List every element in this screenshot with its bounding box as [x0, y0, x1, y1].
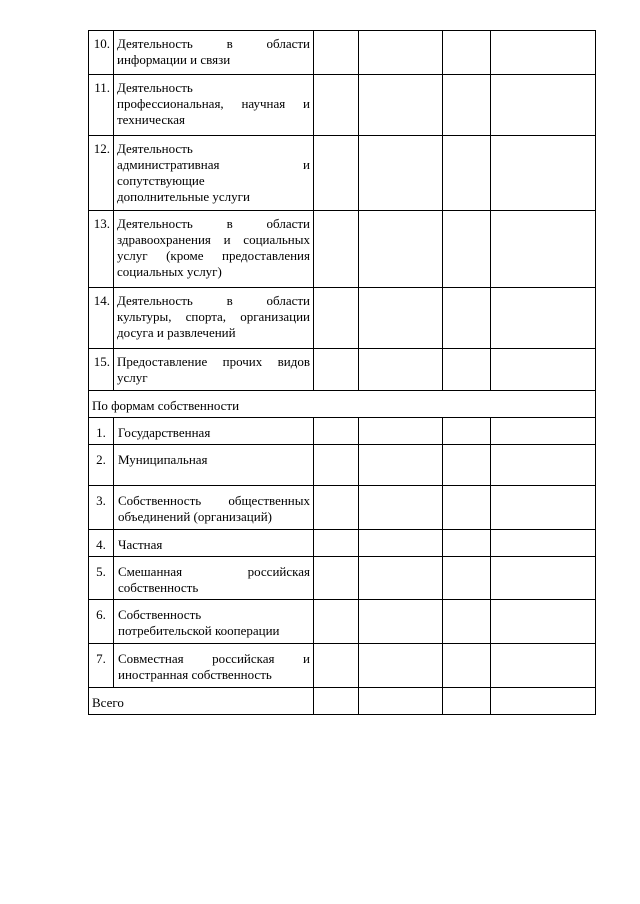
label-line: Частная	[118, 537, 163, 552]
table-cell	[359, 136, 443, 211]
row-label	[114, 530, 314, 557]
table-cell	[359, 75, 443, 136]
total-section	[89, 688, 596, 715]
label-line: культуры, спорта, организации	[117, 309, 310, 324]
row-label	[114, 557, 314, 600]
table-cell	[443, 418, 491, 445]
table-row	[89, 530, 596, 557]
table-cell	[491, 211, 596, 288]
table-cell	[314, 136, 359, 211]
table-cell	[359, 486, 443, 530]
row-label	[114, 418, 314, 445]
table-row	[89, 644, 596, 688]
table-row	[89, 486, 596, 530]
table-row	[89, 288, 596, 349]
table-cell	[359, 211, 443, 288]
label-line: Деятельность в области	[117, 293, 310, 308]
table-row	[89, 600, 596, 644]
table-cell	[314, 211, 359, 288]
table-cell	[443, 211, 491, 288]
row-label	[114, 75, 314, 136]
row-number: 7.	[89, 644, 114, 688]
table-cell	[443, 31, 491, 75]
table-cell	[314, 418, 359, 445]
row-number: 13.	[89, 211, 114, 288]
statistics-table	[88, 30, 596, 715]
row-number: 10.	[89, 31, 114, 75]
table-cell	[359, 349, 443, 391]
table-cell	[491, 600, 596, 644]
table-row	[89, 211, 596, 288]
row-number: 3.	[89, 486, 114, 530]
table-cell	[359, 418, 443, 445]
label-line: Муниципальная	[118, 452, 208, 467]
table-cell	[491, 688, 596, 715]
table-cell	[443, 136, 491, 211]
label-line: Смешанная российская	[118, 564, 310, 579]
table-cell	[443, 600, 491, 644]
table-cell	[443, 349, 491, 391]
table-cell	[359, 557, 443, 600]
table-cell	[314, 530, 359, 557]
section-heading: По формам собственности	[89, 391, 596, 418]
table-cell	[314, 688, 359, 715]
table-cell	[443, 644, 491, 688]
label-line: техническая	[117, 112, 185, 127]
table-cell	[491, 486, 596, 530]
label-line: Государственная	[118, 425, 211, 440]
label-line: Деятельность	[117, 141, 193, 156]
table-cell	[359, 600, 443, 644]
row-label	[114, 288, 314, 349]
table-cell	[443, 557, 491, 600]
table-cell	[491, 349, 596, 391]
row-number: 5.	[89, 557, 114, 600]
label-line: Собственность	[118, 607, 202, 622]
label-line: административная и	[117, 157, 310, 172]
table-cell	[491, 136, 596, 211]
table-cell	[314, 349, 359, 391]
label-line: социальных услуг)	[117, 264, 222, 279]
ownership-section	[89, 391, 596, 418]
table-row	[89, 349, 596, 391]
label-line: Предоставление прочих видов	[117, 354, 310, 369]
table-cell	[359, 31, 443, 75]
row-label	[114, 136, 314, 211]
table-cell	[443, 688, 491, 715]
table-cell	[359, 530, 443, 557]
activities-body	[89, 31, 596, 391]
label-line: собственность	[118, 580, 199, 595]
table-cell	[314, 557, 359, 600]
table-cell	[443, 486, 491, 530]
row-label	[114, 445, 314, 486]
label-line: Деятельность в области	[117, 216, 310, 231]
row-label	[114, 486, 314, 530]
table-cell	[314, 445, 359, 486]
row-number: 12.	[89, 136, 114, 211]
label-line: Деятельность в области	[117, 36, 310, 51]
row-number: 6.	[89, 600, 114, 644]
table-cell	[314, 75, 359, 136]
row-number: 14.	[89, 288, 114, 349]
table-cell	[491, 530, 596, 557]
total-label: Всего	[89, 688, 314, 715]
table-cell	[314, 486, 359, 530]
table-cell	[443, 445, 491, 486]
row-number: 15.	[89, 349, 114, 391]
table-cell	[314, 288, 359, 349]
label-line: услуг (кроме предоставления	[117, 248, 310, 263]
table-cell	[359, 288, 443, 349]
table-row	[89, 418, 596, 445]
table-row	[89, 136, 596, 211]
label-line: профессиональная, научная и	[117, 96, 310, 111]
table-row	[89, 31, 596, 75]
label-line: Совместная российская и	[118, 651, 310, 666]
label-line: Деятельность	[117, 80, 193, 95]
table-cell	[491, 557, 596, 600]
label-line: иностранная собственность	[118, 667, 272, 682]
table-cell	[491, 418, 596, 445]
table-cell	[491, 75, 596, 136]
row-number: 11.	[89, 75, 114, 136]
table-cell	[491, 445, 596, 486]
row-number: 2.	[89, 445, 114, 486]
ownership-body	[89, 418, 596, 688]
row-label	[114, 349, 314, 391]
label-line: дополнительные услуги	[117, 189, 250, 204]
table-cell	[443, 75, 491, 136]
table-row	[89, 445, 596, 486]
label-line: досуга и развлечений	[117, 325, 236, 340]
total-row	[89, 688, 596, 715]
table-cell	[359, 688, 443, 715]
row-label	[114, 211, 314, 288]
table-cell	[443, 530, 491, 557]
label-line: потребительской кооперации	[118, 623, 280, 638]
table-cell	[314, 600, 359, 644]
row-label	[114, 644, 314, 688]
label-line: информации и связи	[117, 52, 231, 67]
table-cell	[491, 31, 596, 75]
table-cell	[314, 644, 359, 688]
row-number: 4.	[89, 530, 114, 557]
table-cell	[443, 288, 491, 349]
table-cell	[491, 288, 596, 349]
label-line: Собственность общественных	[118, 493, 310, 508]
table-row	[89, 75, 596, 136]
table-cell	[491, 644, 596, 688]
label-line: сопутствующие	[117, 173, 205, 188]
label-line: услуг	[117, 370, 148, 385]
row-label	[114, 600, 314, 644]
table-cell	[314, 31, 359, 75]
row-number: 1.	[89, 418, 114, 445]
table-cell	[359, 445, 443, 486]
label-line: здравоохранения и социальных	[117, 232, 310, 247]
row-label	[114, 31, 314, 75]
label-line: объединений (организаций)	[118, 509, 272, 524]
section-header-row	[89, 391, 596, 418]
table-cell	[359, 644, 443, 688]
table-row	[89, 557, 596, 600]
